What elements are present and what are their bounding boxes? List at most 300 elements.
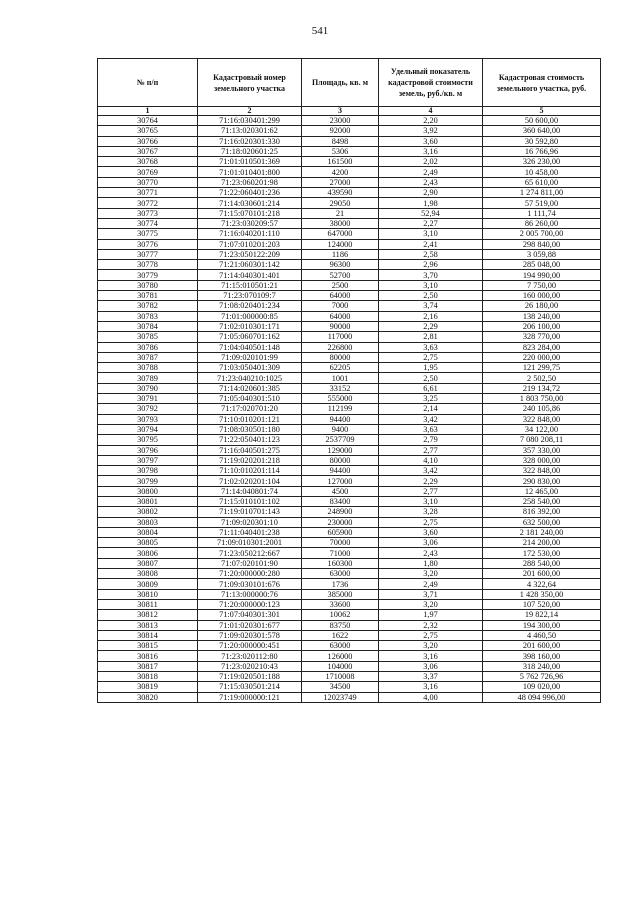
cell-cadastral-number: 71:20:000000:280: [198, 569, 302, 579]
cell-specific-value: 2,49: [379, 167, 483, 177]
cell-row-number: 30789: [98, 373, 198, 383]
table-row: [98, 527, 601, 537]
cell-row-number: 30809: [98, 579, 198, 589]
table-row: [98, 321, 601, 331]
table-row: [98, 548, 601, 558]
cell-cadastral-value: 322 848,00: [483, 414, 601, 424]
cell-row-number: 30775: [98, 229, 198, 239]
cell-area: 112199: [302, 404, 379, 414]
cell-specific-value: 3,06: [379, 538, 483, 548]
table-row: [98, 167, 601, 177]
table-row: [98, 116, 601, 126]
cell-row-number: 30814: [98, 630, 198, 640]
cell-specific-value: 3,10: [379, 229, 483, 239]
table-row: [98, 177, 601, 187]
cell-row-number: 30790: [98, 383, 198, 393]
cell-area: 1622: [302, 630, 379, 640]
table-row: [98, 404, 601, 414]
cell-area: 94400: [302, 414, 379, 424]
cell-cadastral-value: 823 284,00: [483, 342, 601, 352]
cell-row-number: 30764: [98, 116, 198, 126]
cell-cadastral-value: 816 392,00: [483, 507, 601, 517]
cell-area: 38000: [302, 218, 379, 228]
cell-area: 1186: [302, 249, 379, 259]
cell-row-number: 30788: [98, 363, 198, 373]
table-row: [98, 198, 601, 208]
cell-specific-value: 2,43: [379, 177, 483, 187]
cell-cadastral-number: 71:09:010301:2001: [198, 538, 302, 548]
cell-cadastral-value: 214 200,00: [483, 538, 601, 548]
cell-row-number: 30772: [98, 198, 198, 208]
cell-cadastral-number: 71:20:000000:451: [198, 641, 302, 651]
table-row: [98, 208, 601, 218]
cell-specific-value: 1,95: [379, 363, 483, 373]
cell-area: 33600: [302, 599, 379, 609]
header-area: Площадь, кв. м: [302, 59, 379, 107]
cell-row-number: 30803: [98, 517, 198, 527]
cell-row-number: 30786: [98, 342, 198, 352]
cell-row-number: 30781: [98, 291, 198, 301]
cell-cadastral-number: 71:14:020601:385: [198, 383, 302, 393]
cell-cadastral-number: 71:07:010201:203: [198, 239, 302, 249]
cell-row-number: 30778: [98, 260, 198, 270]
cell-row-number: 30793: [98, 414, 198, 424]
cell-area: 9400: [302, 424, 379, 434]
cell-row-number: 30800: [98, 486, 198, 496]
cell-specific-value: 3,42: [379, 466, 483, 476]
cell-cadastral-number: 71:01:010501:369: [198, 157, 302, 167]
cell-cadastral-number: 71:01:020301:677: [198, 620, 302, 630]
cell-cadastral-number: 71:23:040210:1025: [198, 373, 302, 383]
cell-row-number: 30777: [98, 249, 198, 259]
cell-specific-value: 3,06: [379, 661, 483, 671]
cell-cadastral-value: 1 428 350,00: [483, 589, 601, 599]
cell-area: 64000: [302, 311, 379, 321]
cell-specific-value: 3,42: [379, 414, 483, 424]
cell-specific-value: 2,02: [379, 157, 483, 167]
table-row: [98, 363, 601, 373]
cell-cadastral-value: 298 840,00: [483, 239, 601, 249]
cell-specific-value: 2,41: [379, 239, 483, 249]
cell-cadastral-value: 65 610,00: [483, 177, 601, 187]
cell-specific-value: 3,10: [379, 280, 483, 290]
cell-row-number: 30771: [98, 188, 198, 198]
table-row: [98, 126, 601, 136]
cell-area: 1710008: [302, 672, 379, 682]
cell-cadastral-value: 219 134,72: [483, 383, 601, 393]
table-row: [98, 507, 601, 517]
cell-specific-value: 2,58: [379, 249, 483, 259]
cell-row-number: 30791: [98, 394, 198, 404]
cell-specific-value: 2,96: [379, 260, 483, 270]
cell-specific-value: 3,10: [379, 496, 483, 506]
cell-specific-value: 3,70: [379, 270, 483, 280]
table-header-row: [98, 59, 601, 107]
cell-row-number: 30798: [98, 466, 198, 476]
table-row: [98, 455, 601, 465]
cell-area: 605900: [302, 527, 379, 537]
cell-cadastral-value: 160 000,00: [483, 291, 601, 301]
cell-specific-value: 3,16: [379, 682, 483, 692]
cell-cadastral-number: 71:07:020101:90: [198, 558, 302, 568]
cell-cadastral-value: 201 600,00: [483, 569, 601, 579]
cell-area: 2500: [302, 280, 379, 290]
table-row: [98, 445, 601, 455]
column-number: 1: [98, 107, 198, 116]
cell-area: 10062: [302, 610, 379, 620]
cell-cadastral-value: 107 520,00: [483, 599, 601, 609]
cell-specific-value: 2,50: [379, 373, 483, 383]
cell-area: 1001: [302, 373, 379, 383]
table-row: [98, 672, 601, 682]
header-specific-value: Удельный показатель кадастровой стоимости земель, руб./кв. м: [379, 59, 483, 107]
cell-cadastral-number: 71:23:030209:57: [198, 218, 302, 228]
table-row: [98, 383, 601, 393]
cell-specific-value: 3,74: [379, 301, 483, 311]
cell-cadastral-value: 398 160,00: [483, 651, 601, 661]
cell-area: 63000: [302, 569, 379, 579]
page-number: 541: [311, 25, 329, 37]
cell-area: 248900: [302, 507, 379, 517]
table-row: [98, 352, 601, 362]
cell-area: 21: [302, 208, 379, 218]
cell-cadastral-value: 326 230,00: [483, 157, 601, 167]
cell-row-number: 30815: [98, 641, 198, 651]
cell-cadastral-number: 71:16:040501:275: [198, 445, 302, 455]
cell-area: 126000: [302, 651, 379, 661]
cell-specific-value: 2,77: [379, 486, 483, 496]
cell-cadastral-number: 71:23:060201:98: [198, 177, 302, 187]
cell-cadastral-number: 71:09:020301:10: [198, 517, 302, 527]
cell-cadastral-number: 71:15:010501:21: [198, 280, 302, 290]
cell-cadastral-number: 71:22:060401:236: [198, 188, 302, 198]
cell-area: 23000: [302, 116, 379, 126]
cell-cadastral-value: 109 020,00: [483, 682, 601, 692]
cell-specific-value: 2,43: [379, 548, 483, 558]
cell-specific-value: 3,20: [379, 569, 483, 579]
cell-specific-value: 3,37: [379, 672, 483, 682]
cell-area: 64000: [302, 291, 379, 301]
cell-cadastral-number: 71:15:070101:218: [198, 208, 302, 218]
cell-specific-value: 2,27: [379, 218, 483, 228]
cell-cadastral-value: 57 519,00: [483, 198, 601, 208]
cell-cadastral-value: 2 502,50: [483, 373, 601, 383]
cell-row-number: 30805: [98, 538, 198, 548]
cell-area: 129000: [302, 445, 379, 455]
header-cadastral-value: Кадастровая стоимость земельного участка, руб.: [483, 59, 601, 107]
cell-specific-value: 6,61: [379, 383, 483, 393]
cell-row-number: 30806: [98, 548, 198, 558]
table-row: [98, 136, 601, 146]
cell-specific-value: 2,14: [379, 404, 483, 414]
cell-cadastral-number: 71:18:020601:25: [198, 146, 302, 156]
cell-area: 7000: [302, 301, 379, 311]
table-row: [98, 239, 601, 249]
table-row: [98, 270, 601, 280]
cell-cadastral-number: 71:14:030601:214: [198, 198, 302, 208]
cell-specific-value: 2,77: [379, 445, 483, 455]
cell-area: 230000: [302, 517, 379, 527]
table-row: [98, 630, 601, 640]
cell-area: 4500: [302, 486, 379, 496]
cell-specific-value: 3,71: [379, 589, 483, 599]
cell-cadastral-value: 30 592,80: [483, 136, 601, 146]
cell-row-number: 30785: [98, 332, 198, 342]
cell-cadastral-number: 71:19:010701:143: [198, 507, 302, 517]
cell-row-number: 30783: [98, 311, 198, 321]
cell-cadastral-value: 5 762 726,96: [483, 672, 601, 682]
cell-area: 1736: [302, 579, 379, 589]
cell-cadastral-value: 1 111,74: [483, 208, 601, 218]
cell-cadastral-number: 71:19:020501:188: [198, 672, 302, 682]
cell-cadastral-value: 121 299,75: [483, 363, 601, 373]
cell-row-number: 30776: [98, 239, 198, 249]
cell-cadastral-number: 71:10:010201:121: [198, 414, 302, 424]
cell-row-number: 30774: [98, 218, 198, 228]
cell-specific-value: 1,97: [379, 610, 483, 620]
cell-cadastral-number: 71:19:000000:121: [198, 692, 302, 702]
table-row: [98, 569, 601, 579]
cell-area: 96300: [302, 260, 379, 270]
cell-area: 80000: [302, 352, 379, 362]
cell-area: 104000: [302, 661, 379, 671]
cell-area: 70000: [302, 538, 379, 548]
cell-area: 29050: [302, 198, 379, 208]
cell-cadastral-number: 71:23:070109:7: [198, 291, 302, 301]
cell-area: 27000: [302, 177, 379, 187]
table-row: [98, 311, 601, 321]
cell-area: 226800: [302, 342, 379, 352]
table-body: [98, 116, 601, 703]
cell-area: 12023749: [302, 692, 379, 702]
cell-row-number: 30801: [98, 496, 198, 506]
cell-specific-value: 2,79: [379, 435, 483, 445]
cell-specific-value: 2,50: [379, 291, 483, 301]
table-row: [98, 641, 601, 651]
cell-row-number: 30799: [98, 476, 198, 486]
cell-cadastral-number: 71:01:010401:800: [198, 167, 302, 177]
cell-cadastral-value: 2 005 700,00: [483, 229, 601, 239]
cell-cadastral-number: 71:23:020210:43: [198, 661, 302, 671]
cell-cadastral-number: 71:14:040801:74: [198, 486, 302, 496]
cell-area: 385000: [302, 589, 379, 599]
cell-cadastral-number: 71:16:040201:110: [198, 229, 302, 239]
cell-specific-value: 3,28: [379, 507, 483, 517]
cell-specific-value: 3,20: [379, 599, 483, 609]
cell-cadastral-number: 71:04:040501:148: [198, 342, 302, 352]
cell-row-number: 30779: [98, 270, 198, 280]
cell-cadastral-value: 290 830,00: [483, 476, 601, 486]
cell-row-number: 30818: [98, 672, 198, 682]
cadastre-table: [97, 58, 601, 703]
header-row-number: № п/п: [98, 59, 198, 107]
table-row: [98, 373, 601, 383]
cell-row-number: 30819: [98, 682, 198, 692]
cell-cadastral-number: 71:23:050212:667: [198, 548, 302, 558]
cell-specific-value: 2,32: [379, 620, 483, 630]
cell-specific-value: 3,16: [379, 146, 483, 156]
cell-row-number: 30817: [98, 661, 198, 671]
cell-area: 83750: [302, 620, 379, 630]
cell-cadastral-number: 71:16:020301:330: [198, 136, 302, 146]
cell-cadastral-number: 71:16:030401:299: [198, 116, 302, 126]
table-row: [98, 332, 601, 342]
cell-cadastral-value: 26 180,00: [483, 301, 601, 311]
column-number: 5: [483, 107, 601, 116]
cell-row-number: 30782: [98, 301, 198, 311]
cell-cadastral-value: 220 000,00: [483, 352, 601, 362]
cell-specific-value: 2,75: [379, 517, 483, 527]
cell-area: 5306: [302, 146, 379, 156]
cell-cadastral-number: 71:20:000000:123: [198, 599, 302, 609]
table-row: [98, 486, 601, 496]
cell-specific-value: 2,75: [379, 352, 483, 362]
cell-cadastral-value: 172 530,00: [483, 548, 601, 558]
table-row: [98, 249, 601, 259]
cell-area: 94400: [302, 466, 379, 476]
cell-specific-value: 2,90: [379, 188, 483, 198]
cell-cadastral-value: 318 240,00: [483, 661, 601, 671]
table-row: [98, 517, 601, 527]
cell-area: 161500: [302, 157, 379, 167]
cell-cadastral-value: 19 822,14: [483, 610, 601, 620]
cell-area: 34500: [302, 682, 379, 692]
table-row: [98, 188, 601, 198]
table-row: [98, 579, 601, 589]
cell-specific-value: 3,60: [379, 527, 483, 537]
cell-cadastral-number: 71:09:030101:676: [198, 579, 302, 589]
table-row: [98, 218, 601, 228]
cell-row-number: 30768: [98, 157, 198, 167]
cell-cadastral-number: 71:13:000000:76: [198, 589, 302, 599]
table-row: [98, 610, 601, 620]
cell-cadastral-number: 71:09:020301:578: [198, 630, 302, 640]
cell-cadastral-value: 328 000,00: [483, 455, 601, 465]
cell-area: 71000: [302, 548, 379, 558]
cell-specific-value: 3,20: [379, 641, 483, 651]
cell-cadastral-value: 4 322,64: [483, 579, 601, 589]
cell-row-number: 30813: [98, 620, 198, 630]
cell-cadastral-value: 138 240,00: [483, 311, 601, 321]
table-row: [98, 558, 601, 568]
cell-cadastral-value: 10 458,00: [483, 167, 601, 177]
table-row: [98, 692, 601, 702]
column-number: 2: [198, 107, 302, 116]
cell-cadastral-number: 71:05:060701:162: [198, 332, 302, 342]
cell-cadastral-number: 71:13:020301:62: [198, 126, 302, 136]
cell-cadastral-number: 71:08:030501:180: [198, 424, 302, 434]
cell-cadastral-value: 322 848,00: [483, 466, 601, 476]
table-row: [98, 435, 601, 445]
cell-cadastral-number: 71:09:020101:99: [198, 352, 302, 362]
cell-cadastral-value: 12 465,00: [483, 486, 601, 496]
cell-area: 2537709: [302, 435, 379, 445]
cell-specific-value: 2,49: [379, 579, 483, 589]
cell-cadastral-number: 71:05:040301:510: [198, 394, 302, 404]
cell-specific-value: 3,25: [379, 394, 483, 404]
table-row: [98, 157, 601, 167]
cell-cadastral-value: 194 300,00: [483, 620, 601, 630]
cell-row-number: 30816: [98, 651, 198, 661]
cell-cadastral-number: 71:03:050401:309: [198, 363, 302, 373]
table-row: [98, 301, 601, 311]
cell-area: 62205: [302, 363, 379, 373]
cell-specific-value: 3,16: [379, 651, 483, 661]
cell-cadastral-number: 71:15:030501:214: [198, 682, 302, 692]
cell-row-number: 30792: [98, 404, 198, 414]
cell-cadastral-number: 71:22:050401:123: [198, 435, 302, 445]
cell-specific-value: 2,75: [379, 630, 483, 640]
cell-area: 439590: [302, 188, 379, 198]
cell-area: 160300: [302, 558, 379, 568]
cell-cadastral-value: 1 274 811,00: [483, 188, 601, 198]
cell-specific-value: 2,20: [379, 116, 483, 126]
cell-cadastral-value: 328 770,00: [483, 332, 601, 342]
cell-cadastral-value: 7 080 208,11: [483, 435, 601, 445]
cell-specific-value: 2,29: [379, 476, 483, 486]
cell-cadastral-number: 71:15:010101:102: [198, 496, 302, 506]
cell-cadastral-number: 71:02:010301:171: [198, 321, 302, 331]
cell-area: 124000: [302, 239, 379, 249]
cell-row-number: 30796: [98, 445, 198, 455]
table-row: [98, 394, 601, 404]
cell-cadastral-value: 50 600,00: [483, 116, 601, 126]
cell-cadastral-value: 206 100,00: [483, 321, 601, 331]
table-row: [98, 589, 601, 599]
cell-area: 63000: [302, 641, 379, 651]
cell-specific-value: 4,10: [379, 455, 483, 465]
cell-row-number: 30765: [98, 126, 198, 136]
cell-cadastral-number: 71:01:000000:85: [198, 311, 302, 321]
cell-row-number: 30807: [98, 558, 198, 568]
cell-cadastral-value: 1 803 750,00: [483, 394, 601, 404]
cell-cadastral-number: 71:08:020401:234: [198, 301, 302, 311]
cell-area: 4200: [302, 167, 379, 177]
cell-cadastral-value: 3 059,88: [483, 249, 601, 259]
cell-cadastral-number: 71:14:040301:401: [198, 270, 302, 280]
cell-specific-value: 2,81: [379, 332, 483, 342]
table-row: [98, 466, 601, 476]
cell-cadastral-value: 201 600,00: [483, 641, 601, 651]
cell-cadastral-value: 357 330,00: [483, 445, 601, 455]
cell-row-number: 30769: [98, 167, 198, 177]
cell-row-number: 30797: [98, 455, 198, 465]
cell-cadastral-number: 71:07:040301:301: [198, 610, 302, 620]
cell-cadastral-value: 86 260,00: [483, 218, 601, 228]
cell-area: 52700: [302, 270, 379, 280]
table-row: [98, 146, 601, 156]
table-row: [98, 424, 601, 434]
cell-row-number: 30794: [98, 424, 198, 434]
table-row: [98, 496, 601, 506]
cell-area: 83400: [302, 496, 379, 506]
cell-cadastral-number: 71:19:020201:218: [198, 455, 302, 465]
cell-area: 90000: [302, 321, 379, 331]
column-number: 4: [379, 107, 483, 116]
cell-row-number: 30812: [98, 610, 198, 620]
cell-specific-value: 2,29: [379, 321, 483, 331]
cell-specific-value: 3,92: [379, 126, 483, 136]
cell-area: 8498: [302, 136, 379, 146]
cell-cadastral-value: 285 048,00: [483, 260, 601, 270]
cell-cadastral-value: 360 640,00: [483, 126, 601, 136]
column-number-row: [98, 107, 601, 116]
cell-area: 33152: [302, 383, 379, 393]
cell-area: 92000: [302, 126, 379, 136]
cell-cadastral-value: 48 094 996,00: [483, 692, 601, 702]
table-row: [98, 342, 601, 352]
cell-specific-value: 2,16: [379, 311, 483, 321]
